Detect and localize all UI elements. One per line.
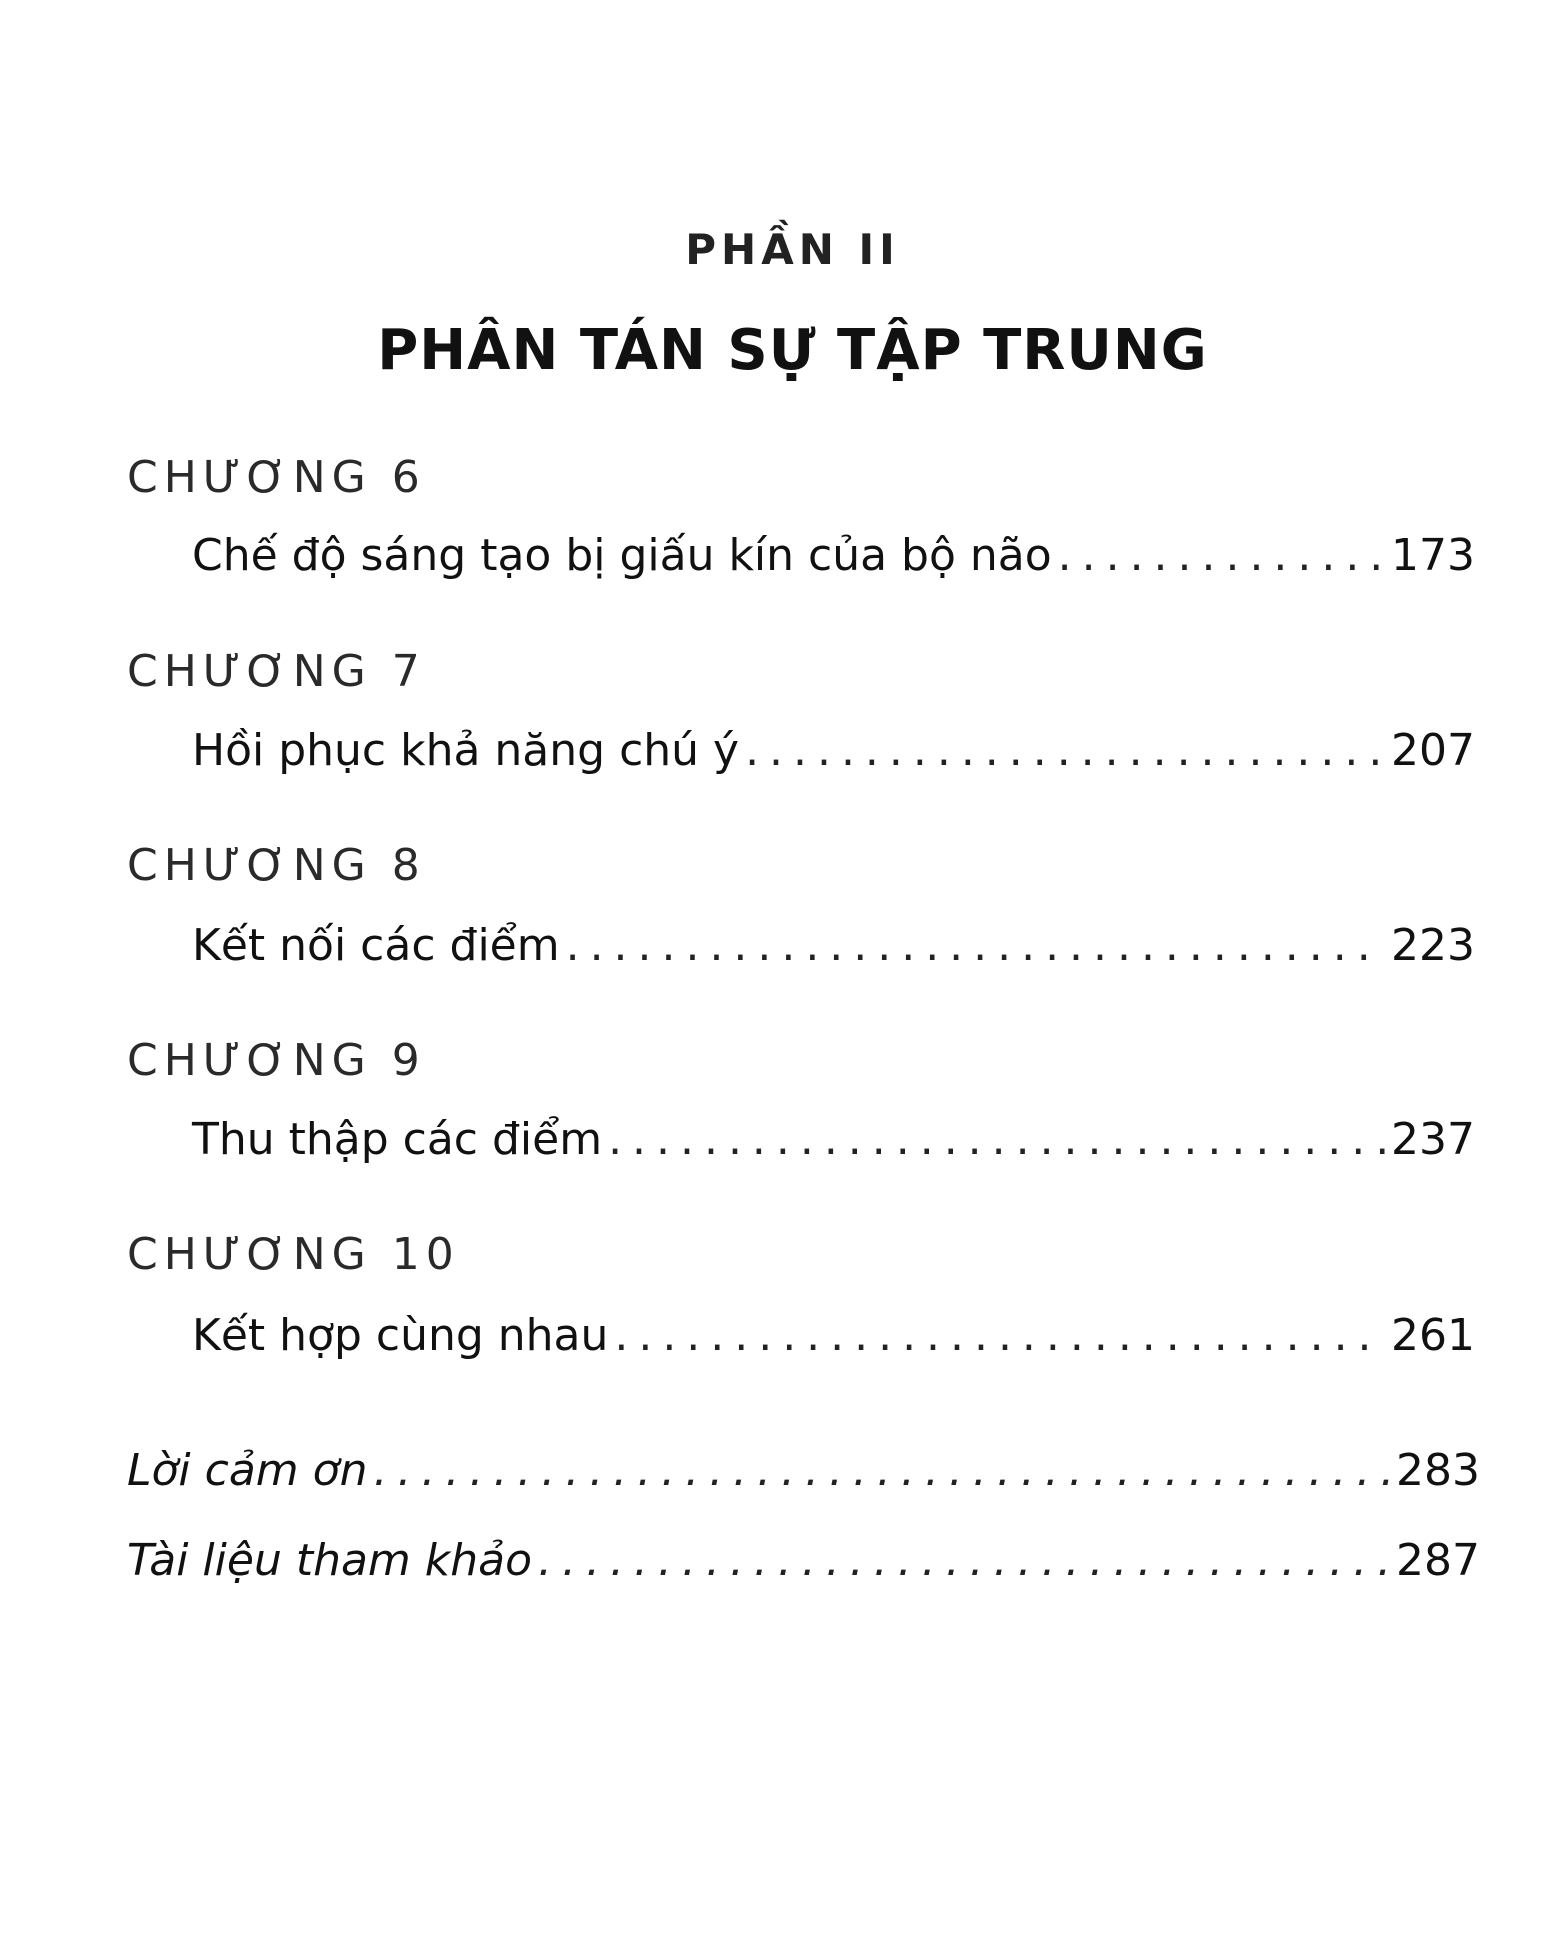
toc-entry-title: Thu thập các điểm bbox=[192, 1114, 603, 1165]
dot-leader bbox=[373, 1445, 1390, 1496]
toc-entry-title: Kết hợp cùng nhau bbox=[192, 1310, 609, 1361]
dot-leader bbox=[566, 920, 1385, 971]
dot-leader bbox=[608, 1114, 1385, 1165]
toc-entry-page: 237 bbox=[1391, 1114, 1475, 1165]
chapter-heading: CHƯƠNG 6 bbox=[127, 452, 426, 503]
part-label: PHẦN II bbox=[685, 225, 900, 274]
back-matter-entry bbox=[127, 1445, 1480, 1496]
toc-entry-page: 207 bbox=[1391, 725, 1475, 776]
chapter-heading: CHƯƠNG 10 bbox=[127, 1229, 460, 1280]
dot-leader bbox=[538, 1535, 1390, 1586]
toc-entry-title: Chế độ sáng tạo bị giấu kín của bộ não bbox=[192, 530, 1052, 581]
dot-leader bbox=[745, 725, 1385, 776]
part-title: PHÂN TÁN SỰ TẬP TRUNG bbox=[377, 318, 1208, 383]
dot-leader bbox=[1058, 530, 1385, 581]
chapter-heading: CHƯƠNG 8 bbox=[127, 840, 426, 891]
toc-entry bbox=[192, 1310, 1475, 1361]
toc-entry bbox=[192, 920, 1475, 971]
toc-entry-title: Hồi phục khả năng chú ý bbox=[192, 725, 740, 776]
toc-entry-page: 223 bbox=[1391, 920, 1475, 971]
back-matter-title: Tài liệu tham khảo bbox=[127, 1535, 533, 1586]
back-matter-page: 287 bbox=[1396, 1535, 1480, 1586]
toc-entry bbox=[192, 530, 1475, 581]
dot-leader bbox=[614, 1310, 1385, 1361]
toc-entry bbox=[192, 1114, 1475, 1165]
back-matter-entry bbox=[127, 1535, 1480, 1586]
chapter-heading: CHƯƠNG 7 bbox=[127, 646, 426, 697]
back-matter-page: 283 bbox=[1396, 1445, 1480, 1496]
chapter-heading: CHƯƠNG 9 bbox=[127, 1035, 426, 1086]
toc-entry bbox=[192, 725, 1475, 776]
toc-entry-page: 173 bbox=[1391, 530, 1475, 581]
toc-entry-title: Kết nối các điểm bbox=[192, 920, 560, 971]
toc-entry-page: 261 bbox=[1391, 1310, 1475, 1361]
back-matter-title: Lời cảm ơn bbox=[127, 1445, 368, 1496]
